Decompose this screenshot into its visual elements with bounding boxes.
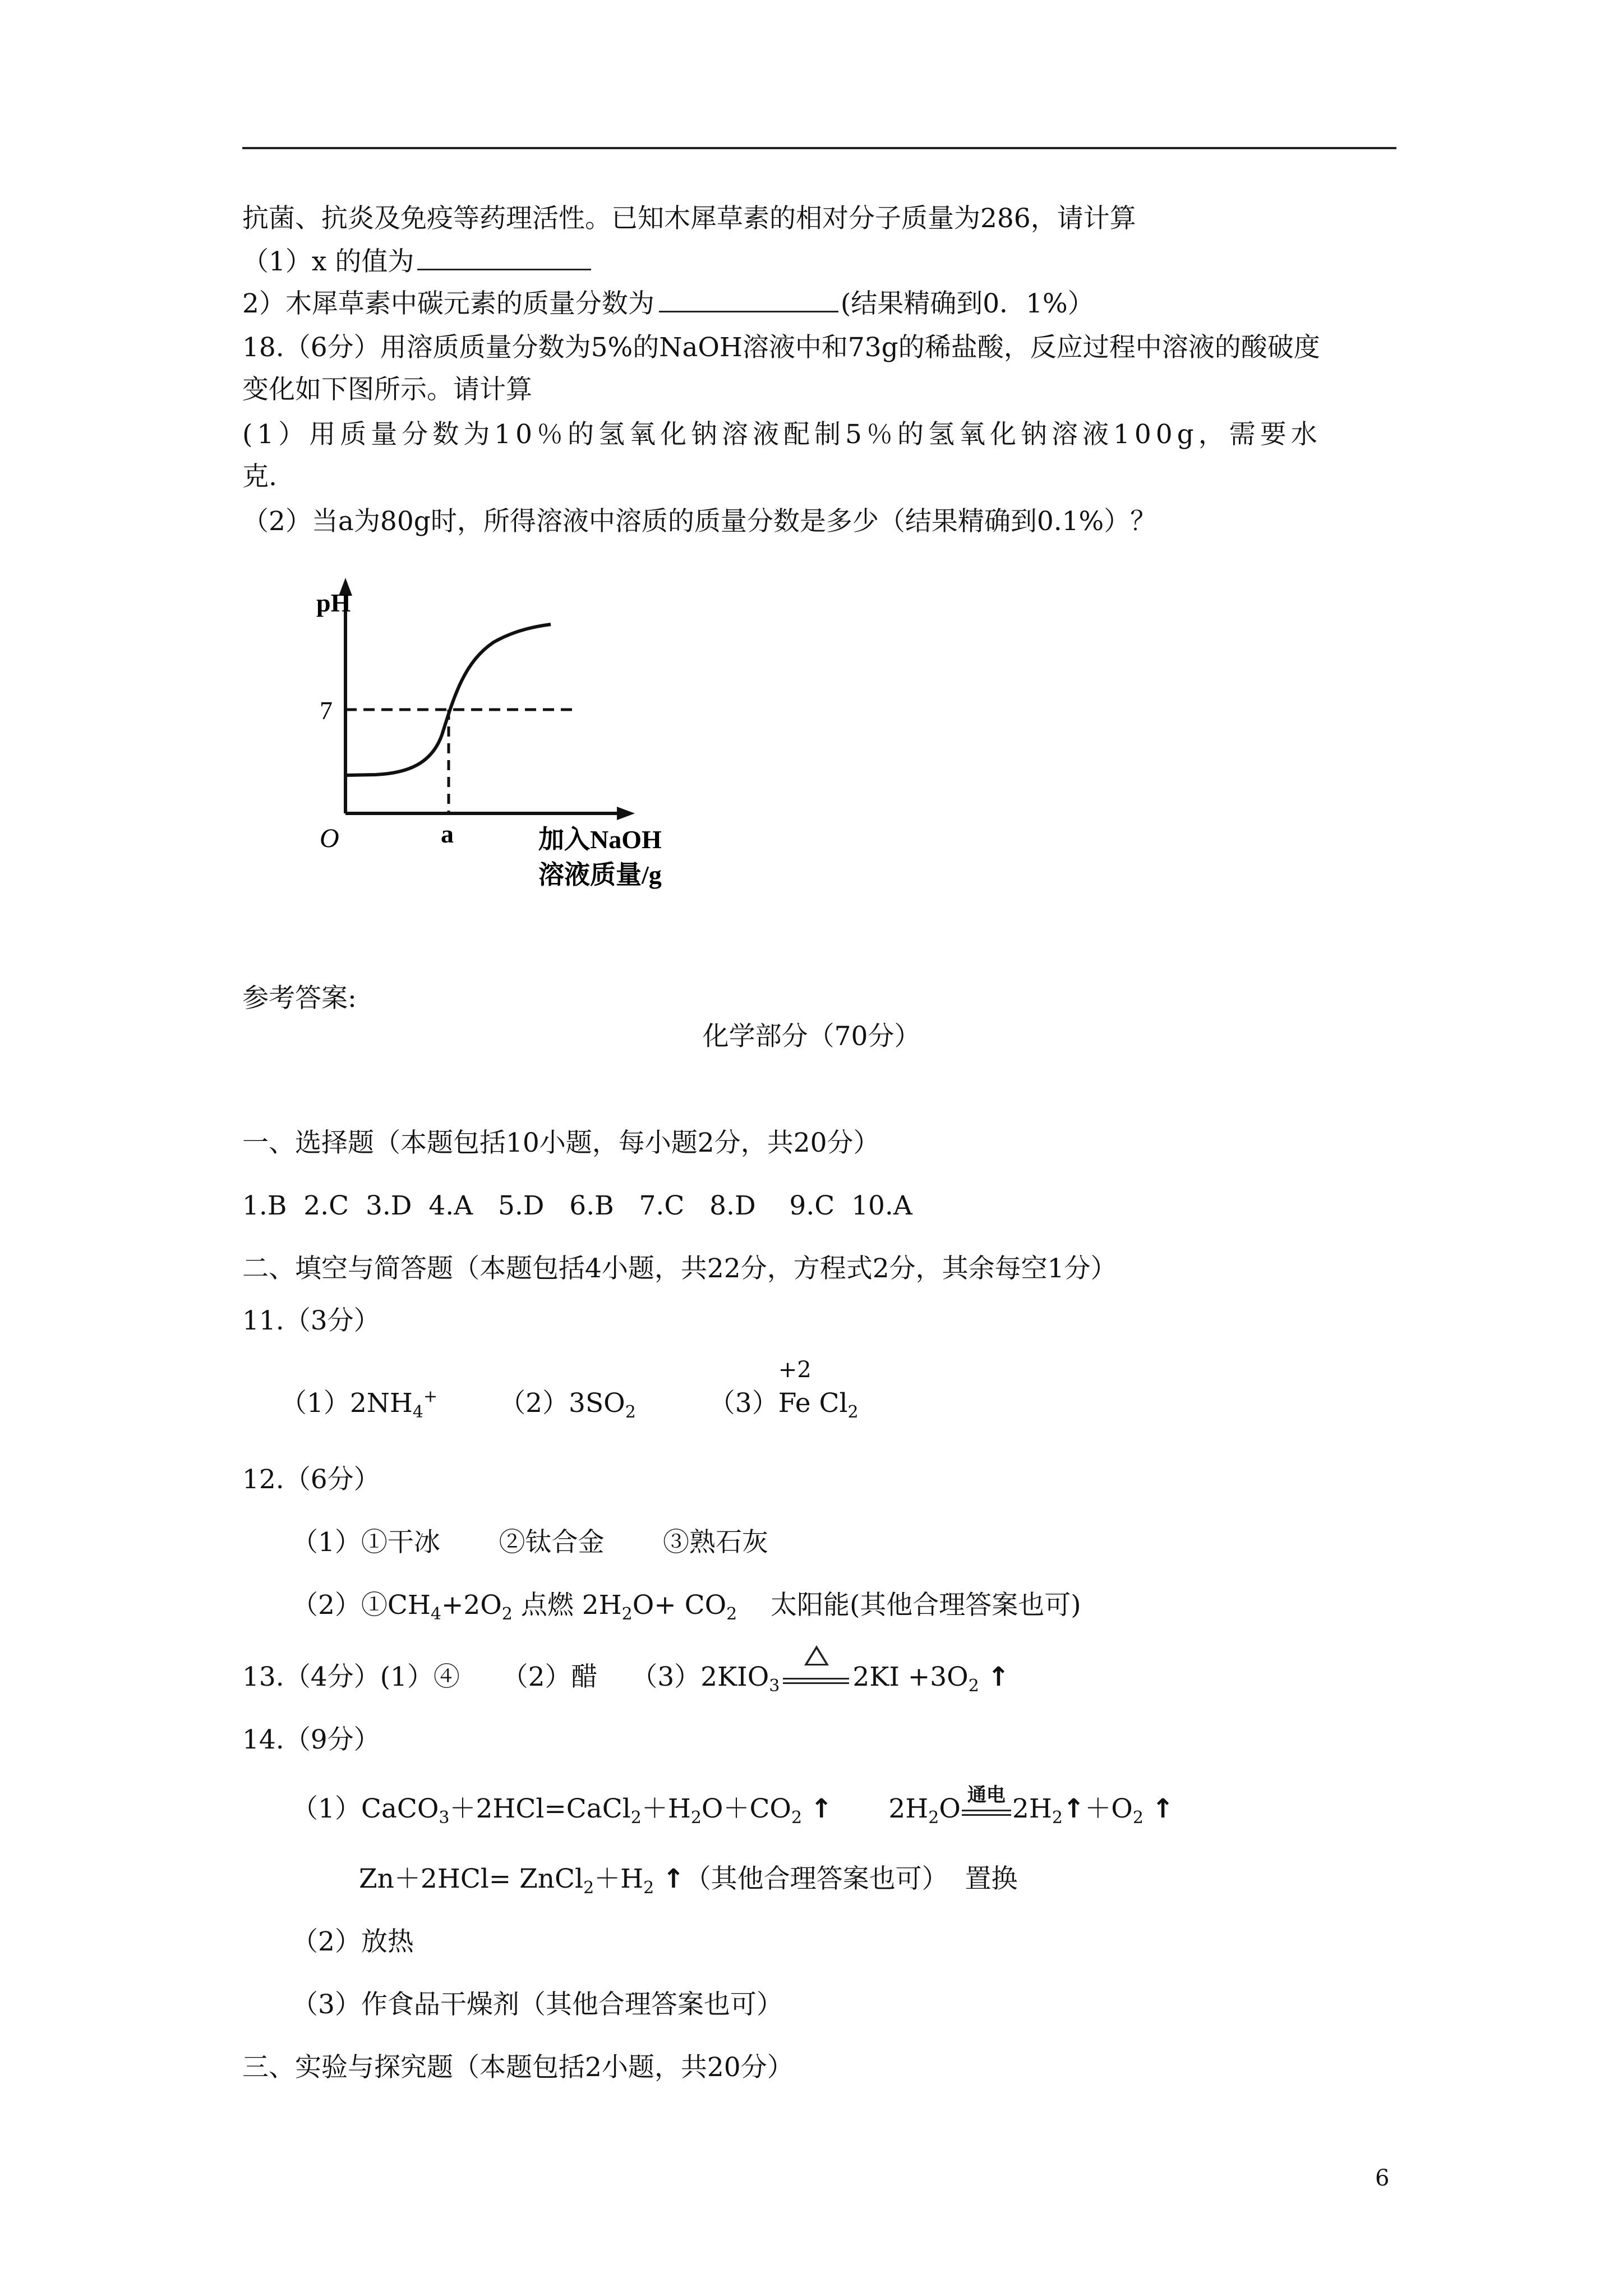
choice-answers: 1.B 2.C 3.D 4.A 5.D 6.B 7.C 8.D 9.C 10.A	[242, 1190, 912, 1221]
heat-triangle-icon	[804, 1645, 829, 1665]
question-18-line-2: 变化如下图所示。请计算	[242, 374, 532, 405]
answer-blank-1	[417, 244, 591, 270]
electrolysis-condition: 通电	[962, 1800, 1011, 1822]
q14-answer-2: （2）放热	[292, 1926, 414, 1957]
page-number: 6	[1375, 2165, 1390, 2191]
x-axis-label-line-1: 加入NaOH	[538, 825, 662, 854]
section-3-title: 三、实验与探究题（本题包括2小题，共20分）	[242, 2052, 794, 2083]
y-tick-7: 7	[320, 696, 333, 725]
origin-label: O	[320, 823, 339, 853]
section-2-title: 二、填空与简答题（本题包括4小题，共22分，方程式2分，其余每空1分）	[242, 1253, 1117, 1284]
q12-answer-2: $(2)①CH_4+2O_2$ 点燃 $2H_2O+ CO_2$ 太阳能(其他合理答案也可)	[292, 1590, 1081, 1624]
answer-blank-2	[659, 286, 838, 312]
ph-chart	[314, 567, 718, 903]
q13-answers: 13.（4分）(1）④ （2）醋 $(3)2KIO_3$ $2KI +3O_2$ ↑	[242, 1660, 1009, 1703]
text-line-1: 抗菌、抗炎及免疫等药理活性。已知木犀草素的相对分子质量为286，请计算	[242, 203, 1136, 234]
q11-answers: $(1)2NH_4^+$ $(2)3SO_2$ （3） +2 Fe $Cl_2$	[280, 1357, 859, 1422]
q14-answer-1: $(1)CaCO_3+2HCl=CaCl_2+H_2O+CO_2$ ↑ $2H_2O$ 通电 $2H_2↑+O_2$ ↑	[292, 1784, 1174, 1828]
question-2-line: 2）木犀草素中碳元素的质量分数为 (结果精确到0．1%）	[242, 286, 1094, 321]
x-axis-label-line-2: 溶液质量/g	[538, 861, 662, 889]
q12-title: 12.（6分）	[242, 1464, 380, 1495]
gas-arrow-icon: ↑	[662, 1864, 685, 1894]
question-18-sub-1-cont: 克.	[242, 461, 277, 492]
x-axis-arrow	[617, 807, 635, 820]
q14-answer-3: （3）作食品干燥剂（其他合理答案也可）	[292, 1989, 783, 2020]
chemistry-part-title: 化学部分（70分）	[702, 1021, 921, 1052]
question-18-line-1: 18.（6分）用溶质质量分数为5%的NaOH溶液中和73g的稀盐酸，反应过程中溶液的酸破度	[242, 332, 1320, 363]
gas-arrow-icon: ↑	[810, 1793, 833, 1824]
q12-answer-1: （1）①干冰 ②钛合金 ③熟石灰	[292, 1527, 769, 1558]
header-rule	[242, 147, 1396, 149]
q14-title: 14.（9分）	[242, 1724, 380, 1755]
heat-condition	[783, 1668, 849, 1690]
gas-arrow-icon: ↑	[1151, 1793, 1174, 1824]
question-1-line: （1）x 的值为	[242, 244, 591, 279]
section-1-title: 一、选择题（本题包括10小题，每小题2分，共20分）	[242, 1128, 880, 1158]
gas-arrow-icon: ↑	[1062, 1793, 1085, 1824]
q14-answer-zn: $Zn+2HCl= ZnCl_2+H_2$ ↑（其他合理答案也可） 置换	[359, 1864, 1018, 1898]
question-18-sub-2: （2）当a为80g时，所得溶液中溶质的质量分数是多少（结果精确到0.1%）？	[242, 506, 1157, 537]
x-tick-a: a	[441, 820, 454, 848]
y-axis-label: pH	[316, 588, 351, 617]
question-18-sub-1: (1）用质量分数为10％的氢氧化钠溶液配制5％的氢氧化钠溶液100g，需要水	[242, 419, 1322, 450]
q11-title: 11.（3分）	[242, 1305, 380, 1336]
gas-arrow-icon: ↑	[987, 1662, 1010, 1692]
reference-answer-heading: 参考答案:	[242, 983, 357, 1014]
